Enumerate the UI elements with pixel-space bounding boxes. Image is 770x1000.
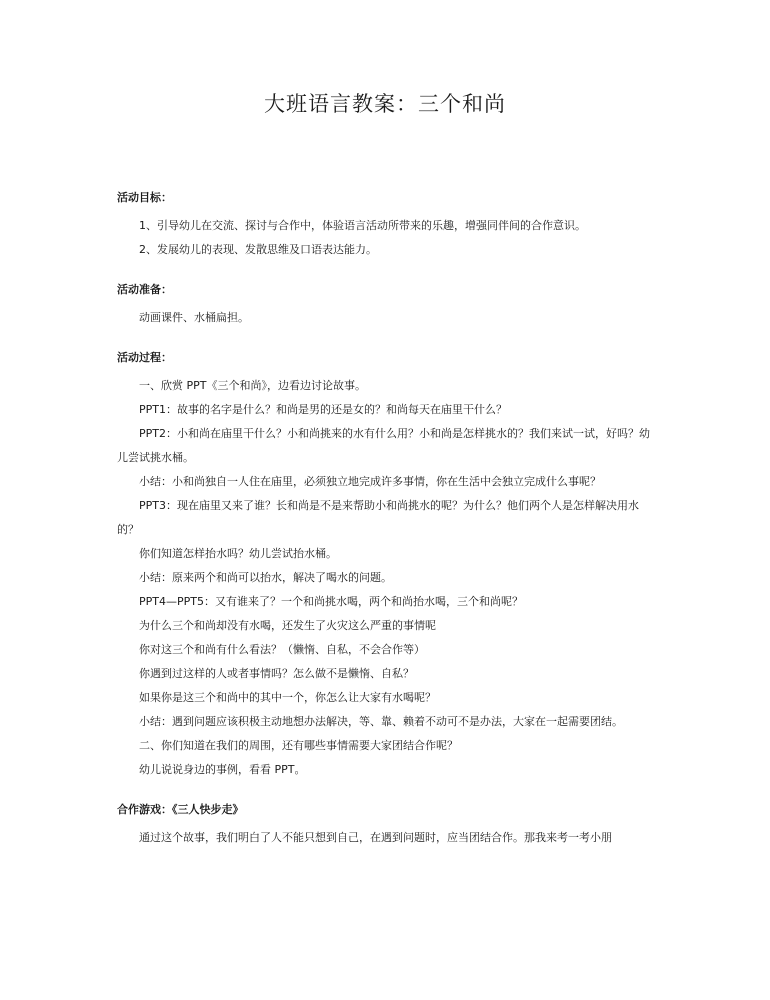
section <box>117 346 657 782</box>
paragraph: 1、引导幼儿在交流、探讨与合作中，体验语言活动所带来的乐趣，增强同伴间的合作意识。 <box>139 219 586 232</box>
paragraph: PPT4—PPT5：又有谁来了？一个和尚挑水喝，两个和尚抬水喝，三个和尚呢？ <box>139 595 523 608</box>
paragraph: 小结：原来两个和尚可以抬水，解决了喝水的问题。 <box>139 571 392 584</box>
paragraph: 2、发展幼儿的表现、发散思维及口语表达能力。 <box>139 243 377 256</box>
section-heading: 活动准备： <box>117 283 172 296</box>
paragraph: PPT3：现在庙里又来了谁？长和尚是不是来帮助小和尚挑水的呢？为什么？他们两个人是怎样解决用水的？ <box>117 499 639 536</box>
paragraph: 一、欣赏 PPT《三个和尚》，边看边讨论故事。 <box>139 379 366 392</box>
paragraph: PPT1：故事的名字是什么？和尚是男的还是女的？和尚每天在庙里干什么？ <box>139 403 507 416</box>
paragraph: 你们知道怎样抬水吗？幼儿尝试抬水桶。 <box>139 547 337 560</box>
paragraph: 如果你是这三个和尚中的其中一个，你怎么让大家有水喝呢？ <box>139 691 436 704</box>
section <box>117 278 657 330</box>
section-heading: 活动过程： <box>117 351 172 364</box>
paragraph: 幼儿说说身边的事例，看看 PPT。 <box>139 763 306 776</box>
paragraph: PPT2：小和尚在庙里干什么？小和尚挑来的水有什么用？小和尚是怎样挑水的？我们来试一试，好吗？幼儿尝试挑水桶。 <box>117 427 650 464</box>
paragraph: 通过这个故事，我们明白了人不能只想到自己，在遇到问题时，应当团结合作。那我来考一考小朋 <box>139 831 612 844</box>
paragraph: 你遇到过这样的人或者事情吗？怎么做不是懒惰、自私？ <box>139 667 414 680</box>
document-body <box>117 186 657 850</box>
section-heading: 活动目标： <box>117 191 172 204</box>
paragraph: 二、你们知道在我们的周围，还有哪些事情需要大家团结合作呢？ <box>139 739 458 752</box>
paragraph: 动画课件、水桶扁担。 <box>139 311 249 324</box>
paragraph: 为什么三个和尚却没有水喝，还发生了火灾这么严重的事情呢 <box>139 619 436 632</box>
document-title: 大班语言教案：三个和尚 <box>264 92 506 116</box>
section <box>117 798 657 850</box>
section-spacer <box>117 330 657 346</box>
section-spacer <box>117 782 657 798</box>
section-heading: 合作游戏：《三人快步走》 <box>117 803 244 816</box>
paragraph: 小结：小和尚独自一人住在庙里，必须独立地完成许多事情，你在生活中会独立完成什么事呢？ <box>139 475 601 488</box>
section-spacer <box>117 262 657 278</box>
paragraph: 你对这三个和尚有什么看法？（懒惰、自私，不会合作等） <box>139 643 425 656</box>
section <box>117 186 657 262</box>
paragraph: 小结：遇到问题应该积极主动地想办法解决，等、靠、赖着不动可不是办法，大家在一起需要团结。 <box>139 715 623 728</box>
